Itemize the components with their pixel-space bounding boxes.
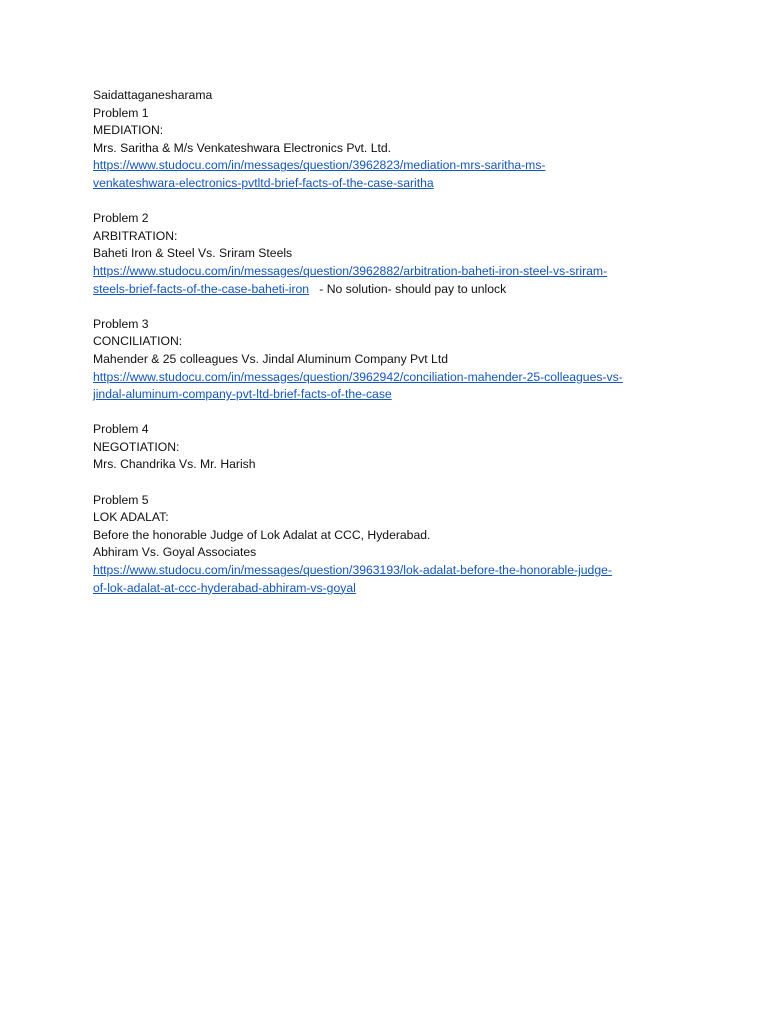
spacer [93, 404, 693, 422]
author-name: Saidattaganesharama [93, 88, 213, 102]
problem-1-section [93, 105, 693, 193]
problem-5-link-line-2[interactable]: of-lok-adalat-at-ccc-hyderabad-abhiram-vs-goyal [93, 580, 356, 595]
problem-5-section [93, 492, 693, 598]
problem-1-link-line-1[interactable]: https://www.studocu.com/in/messages/question/3962823/mediation-mrs-saritha-ms- [93, 158, 546, 173]
problem-4-parties: Mrs. Chandrika Vs. Mr. Harish [93, 457, 256, 472]
problem-3-link-line-1[interactable]: https://www.studocu.com/in/messages/question/3962942/conciliation-mahender-25-colleagues-vs- [93, 369, 623, 384]
problem-3-heading: Problem 3 [93, 316, 149, 331]
problem-2-link-line-1-row [93, 263, 693, 281]
problem-4-section [93, 421, 693, 474]
problem-5-method: LOK ADALAT: [93, 510, 169, 525]
problem-2-link-line-2-row [93, 281, 693, 299]
problem-3-parties: Mahender & 25 colleagues Vs. Jindal Aluminum Company Pvt Ltd [93, 351, 448, 366]
problem-2-link-line-2[interactable]: steels-brief-facts-of-the-case-baheti-iron [93, 281, 310, 296]
spacer [93, 193, 693, 211]
problem-3-section [93, 316, 693, 404]
problem-4-method: NEGOTIATION: [93, 439, 180, 454]
document-body [93, 87, 693, 597]
problem-2-method: ARBITRATION: [93, 228, 178, 243]
problem-1-parties: Mrs. Saritha & M/s Venkateshwara Electronics Pvt. Ltd. [93, 140, 392, 155]
problem-5-link[interactable] [93, 562, 693, 597]
problem-5-heading: Problem 5 [93, 492, 149, 507]
problem-1-heading: Problem 1 [93, 105, 149, 120]
spacer [93, 474, 693, 492]
problem-5-link-line-1[interactable]: https://www.studocu.com/in/messages/question/3963193/lok-adalat-before-the-honorable-judge- [93, 563, 612, 578]
problem-1-method: MEDIATION: [93, 123, 164, 138]
spacer [93, 298, 693, 316]
problem-5-parties: Abhiram Vs. Goyal Associates [93, 545, 257, 560]
problem-3-method: CONCILIATION: [93, 334, 183, 349]
problem-2-parties: Baheti Iron & Steel Vs. Sriram Steels [93, 246, 293, 261]
problem-1-link[interactable] [93, 157, 693, 192]
problem-5-court: Before the honorable Judge of Lok Adalat at CCC, Hyderabad. [93, 527, 431, 542]
problem-2-link-line-1[interactable]: https://www.studocu.com/in/messages/question/3962882/arbitration-baheti-iron-steel-vs-sriram- [93, 263, 608, 278]
problem-4-heading: Problem 4 [93, 422, 149, 437]
problem-2-section [93, 210, 693, 298]
problem-1-link-line-2[interactable]: venkateshwara-electronics-pvtltd-brief-facts-of-the-case-saritha [93, 175, 434, 190]
problem-2-note: - No solution- should pay to unlock [319, 281, 507, 296]
problem-3-link[interactable] [93, 369, 693, 404]
problem-2-heading: Problem 2 [93, 211, 149, 226]
problem-3-link-line-2[interactable]: jindal-aluminum-company-pvt-ltd-brief-facts-of-the-case [93, 387, 392, 402]
